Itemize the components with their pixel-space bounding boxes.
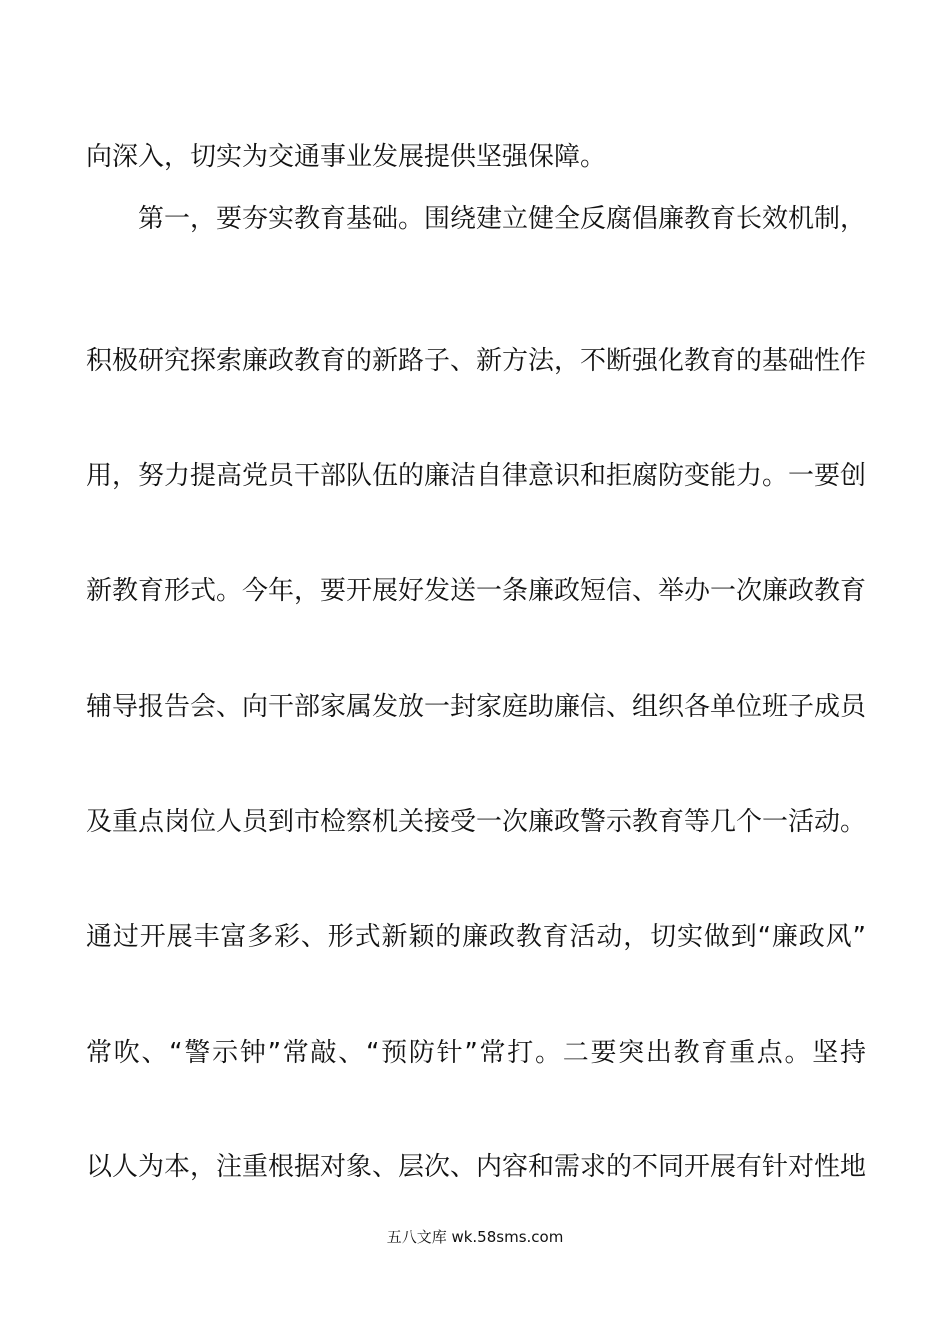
text-line-5: 新教育形式。今年，要开展好发送一条廉政短信、举办一次廉政教育: [86, 576, 867, 606]
text-line-1: 向深入，切实为交通事业发展提供坚强保障。: [86, 142, 607, 172]
footer-watermark: 五八文库 wk.58sms.com: [386, 1228, 564, 1246]
text-line-7: 及重点岗位人员到市检察机关接受一次廉政警示教育等几个一活动。: [86, 807, 867, 837]
text-line-10: 以人为本，注重根据对象、层次、内容和需求的不同开展有针对性地: [86, 1152, 867, 1182]
text-line-4: 用，努力提高党员干部队伍的廉洁自律意识和拒腐防变能力。一要创: [86, 461, 867, 491]
text-line-8: 通过开展丰富多彩、形式新颖的廉政教育活动，切实做到“廉政风”: [86, 922, 866, 952]
text-line-9: 常吹、“警示钟”常敲、“预防针”常打。二要突出教育重点。坚持: [86, 1038, 866, 1068]
text-line-6: 辅导报告会、向干部家属发放一封家庭助廉信、组织各单位班子成员: [86, 692, 867, 722]
text-line-2: 第一，要夯实教育基础。围绕建立健全反腐倡廉教育长效机制，: [138, 204, 867, 234]
text-line-3: 积极研究探索廉政教育的新路子、新方法，不断强化教育的基础性作: [86, 346, 867, 376]
